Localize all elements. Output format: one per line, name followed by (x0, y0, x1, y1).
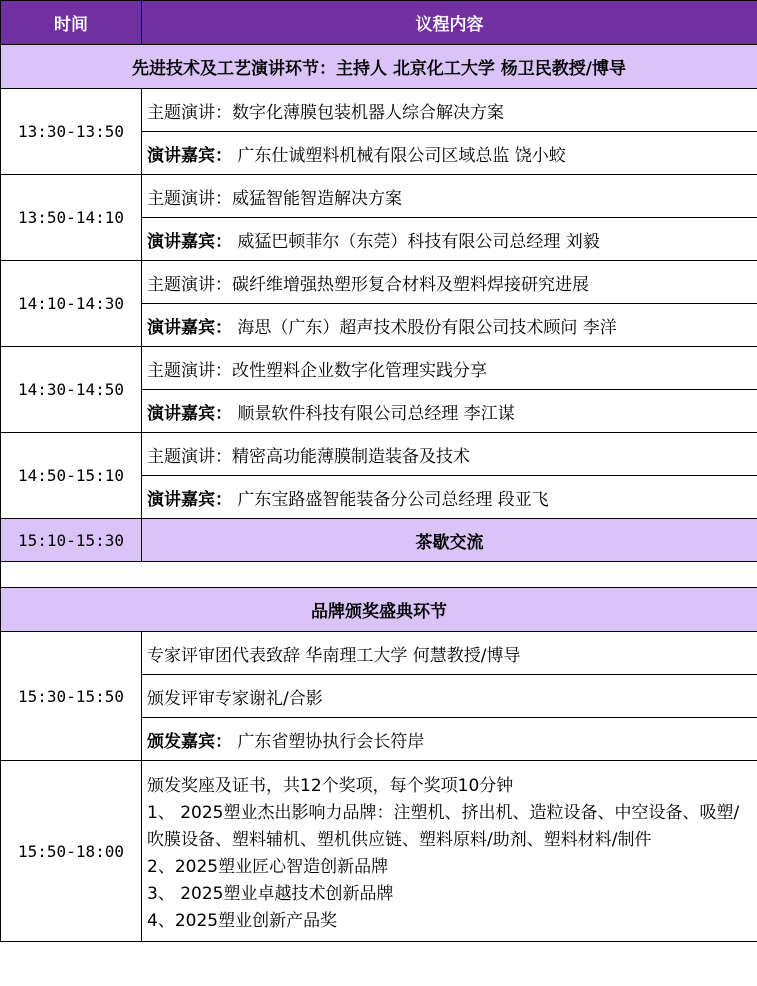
speaker-label: 演讲嘉宾： (147, 145, 232, 166)
tea-title: 茶歇交流 (142, 519, 757, 562)
talk-topic: 主题演讲：改性塑料企业数字化管理实践分享 (142, 347, 757, 390)
talk-time: 14:10-14:30 (1, 261, 142, 347)
speaker-label: 演讲嘉宾： (147, 231, 232, 252)
speaker-name: 顺景软件科技有限公司总经理 李江谋 (237, 403, 515, 424)
header-content: 议程内容 (142, 1, 757, 45)
spacer-cell (1, 562, 757, 588)
speaker-name: 广东仕诚塑料机械有限公司区域总监 饶小蛟 (237, 145, 566, 166)
award-detail-line: 颁发奖座及证书，共12个奖项，每个奖项10分钟 (147, 776, 514, 796)
speaker-cell (142, 132, 757, 175)
speaker-label: 演讲嘉宾： (147, 403, 232, 424)
award-time: 15:30-15:50 (1, 632, 142, 761)
award-row (1, 761, 757, 942)
award-time: 15:50-18:00 (1, 761, 142, 942)
talk-topic: 主题演讲：数字化薄膜包装机器人综合解决方案 (142, 89, 757, 132)
section-title: 品牌颁奖盛典环节 (1, 588, 757, 632)
award-line: 颁发评审专家谢礼/合影 (142, 675, 757, 718)
speaker-name: 威猛巴顿菲尔（东莞）科技有限公司总经理 刘毅 (237, 231, 600, 252)
speaker-cell (142, 304, 757, 347)
speaker-name: 广东宝路盛智能装备分公司总经理 段亚飞 (237, 489, 549, 510)
talk-topic: 主题演讲：威猛智能智造解决方案 (142, 175, 757, 218)
talk-topic: 主题演讲：精密高功能薄膜制造装备及技术 (142, 433, 757, 476)
talk-topic: 主题演讲：碳纤维增强热塑形复合材料及塑料焊接研究进展 (142, 261, 757, 304)
award-detail-line: 3、 2025塑业卓越技术创新品牌 (147, 884, 394, 904)
header-time: 时间 (1, 1, 142, 45)
section-title: 先进技术及工艺演讲环节：主持人 北京化工大学 杨卫民教授/博导 (1, 45, 757, 89)
award-row (1, 632, 757, 675)
presenter-name: 广东省塑协执行会长符岸 (237, 731, 425, 752)
award-detail-line: 2、2025塑业匠心智造创新品牌 (147, 857, 389, 877)
talk-time: 13:50-14:10 (1, 175, 142, 261)
talk-time: 14:30-14:50 (1, 347, 142, 433)
talk-row (1, 261, 757, 304)
talk-row (1, 89, 757, 132)
presenter-label: 颁发嘉宾： (147, 731, 232, 752)
header-row (1, 1, 757, 45)
award-line: 专家评审团代表致辞 华南理工大学 何慧教授/博导 (142, 632, 757, 675)
speaker-name: 海思（广东）超声技术股份有限公司技术顾问 李洋 (237, 317, 617, 338)
speaker-label: 演讲嘉宾： (147, 317, 232, 338)
award-details (142, 761, 757, 942)
speaker-cell (142, 218, 757, 261)
section-row (1, 45, 757, 89)
talk-row (1, 175, 757, 218)
award-detail-line: 4、2025塑业创新产品奖 (147, 911, 338, 931)
tea-break-row (1, 519, 757, 562)
talk-row (1, 433, 757, 476)
tea-time: 15:10-15:30 (1, 519, 142, 562)
talk-time: 14:50-15:10 (1, 433, 142, 519)
section-row (1, 588, 757, 632)
speaker-cell (142, 476, 757, 519)
speaker-cell (142, 390, 757, 433)
presenter-cell (142, 718, 757, 761)
spacer-row (1, 562, 757, 588)
award-detail-line: 1、 2025塑业杰出影响力品牌：注塑机、挤出机、造粒设备、中空设备、吸塑/吹膜设备、塑料辅机、塑机供应链、塑料原料/助剂、塑料材料/制件 (147, 803, 740, 850)
speaker-label: 演讲嘉宾： (147, 489, 232, 510)
talk-row (1, 347, 757, 390)
talk-time: 13:30-13:50 (1, 89, 142, 175)
